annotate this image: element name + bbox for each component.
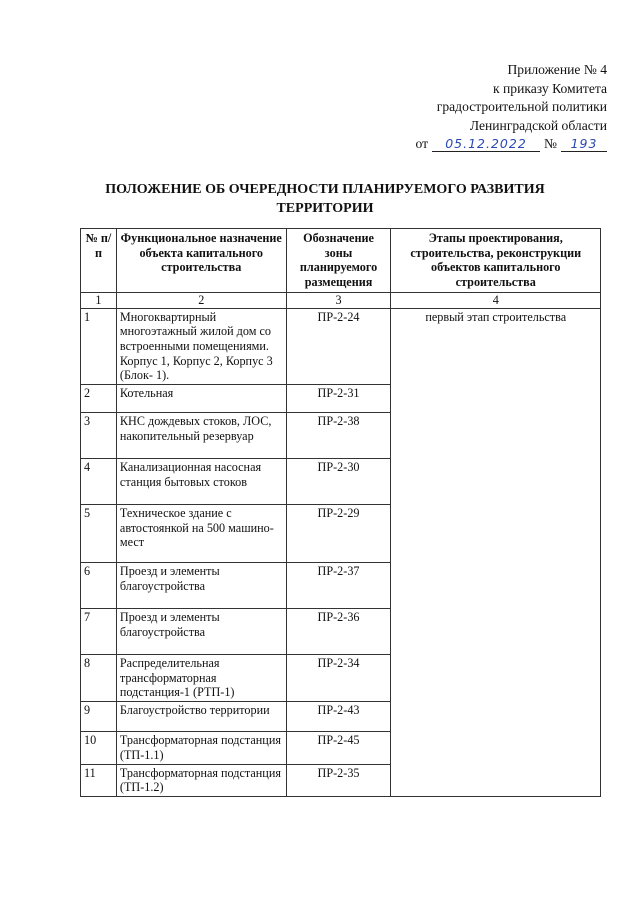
row-number: 1 [81,308,117,385]
object-name: Проезд и элементы благоустройства [116,563,286,609]
region-label: Ленинградской области [469,117,607,133]
column-number: 3 [286,292,391,308]
zone-code: ПР-2-38 [286,413,391,459]
stages-table [80,228,601,797]
object-name: Многоквартирный многоэтажный жилой дом со встроенными помещениями. Корпус 1, Корпус 2, Корпус 3 (Блок- 1). [116,308,286,385]
object-name: Котельная [116,385,286,413]
zone-code: ПР-2-37 [286,563,391,609]
order-label: к приказу Комитета [493,80,607,96]
header-purpose: Функциональное назначение объекта капитального строительства [116,229,286,293]
committee-label: градостроительной политики [436,99,607,115]
object-name: Благоустройство территории [116,702,286,732]
column-number: 1 [81,292,117,308]
object-name: Канализационная насосная станция бытовых стоков [116,459,286,505]
object-name: Трансформаторная подстанция (ТП-1.2) [116,764,286,796]
zone-code: ПР-2-30 [286,459,391,505]
row-number: 3 [81,413,117,459]
zone-code: ПР-2-43 [286,702,391,732]
approval-header [415,61,607,154]
row-number: 11 [81,764,117,796]
number-label: № [544,136,557,152]
zone-code: ПР-2-35 [286,764,391,796]
row-number: 6 [81,563,117,609]
column-number: 4 [391,292,601,308]
title-line-1: ПОЛОЖЕНИЕ ОБ ОЧЕРЕДНОСТИ ПЛАНИРУЕМОГО РАЗВИТИЯ [105,182,545,197]
object-name: Трансформаторная подстанция (ТП-1.1) [116,732,286,764]
column-number: 2 [116,292,286,308]
from-label: от [415,136,429,152]
table-header-row [81,229,601,293]
header-number: № п/п [81,229,117,293]
order-reference [415,135,607,154]
zone-code: ПР-2-29 [286,505,391,563]
object-name: Проезд и элементы благоустройства [116,609,286,655]
order-number: 193 [561,136,607,152]
zone-code: ПР-2-31 [286,385,391,413]
column-number-row [81,292,601,308]
table-row [81,308,601,385]
document-title [100,180,550,218]
row-number: 10 [81,732,117,764]
row-number: 8 [81,655,117,702]
row-number: 7 [81,609,117,655]
row-number: 2 [81,385,117,413]
row-number: 9 [81,702,117,732]
object-name: Техническое здание с автостоянкой на 500 машино-мест [116,505,286,563]
object-name: КНС дождевых стоков, ЛОС, накопительный резервуар [116,413,286,459]
appendix-label: Приложение № 4 [507,62,607,77]
zone-code: ПР-2-45 [286,732,391,764]
header-zone: Обозначение зоны планируемого размещения [286,229,391,293]
row-number: 4 [81,459,117,505]
construction-stage: первый этап строительства [391,308,601,796]
row-number: 5 [81,505,117,563]
zone-code: ПР-2-24 [286,308,391,385]
order-date: 05.12.2022 [432,136,540,152]
zone-code: ПР-2-34 [286,655,391,702]
object-name: Распределительная трансформаторная подстанция-1 (РТП-1) [116,655,286,702]
zone-code: ПР-2-36 [286,609,391,655]
header-stages: Этапы проектирования, строительства, реконструкции объектов капитального строительства [391,229,601,293]
title-line-2: ТЕРРИТОРИИ [276,201,374,216]
